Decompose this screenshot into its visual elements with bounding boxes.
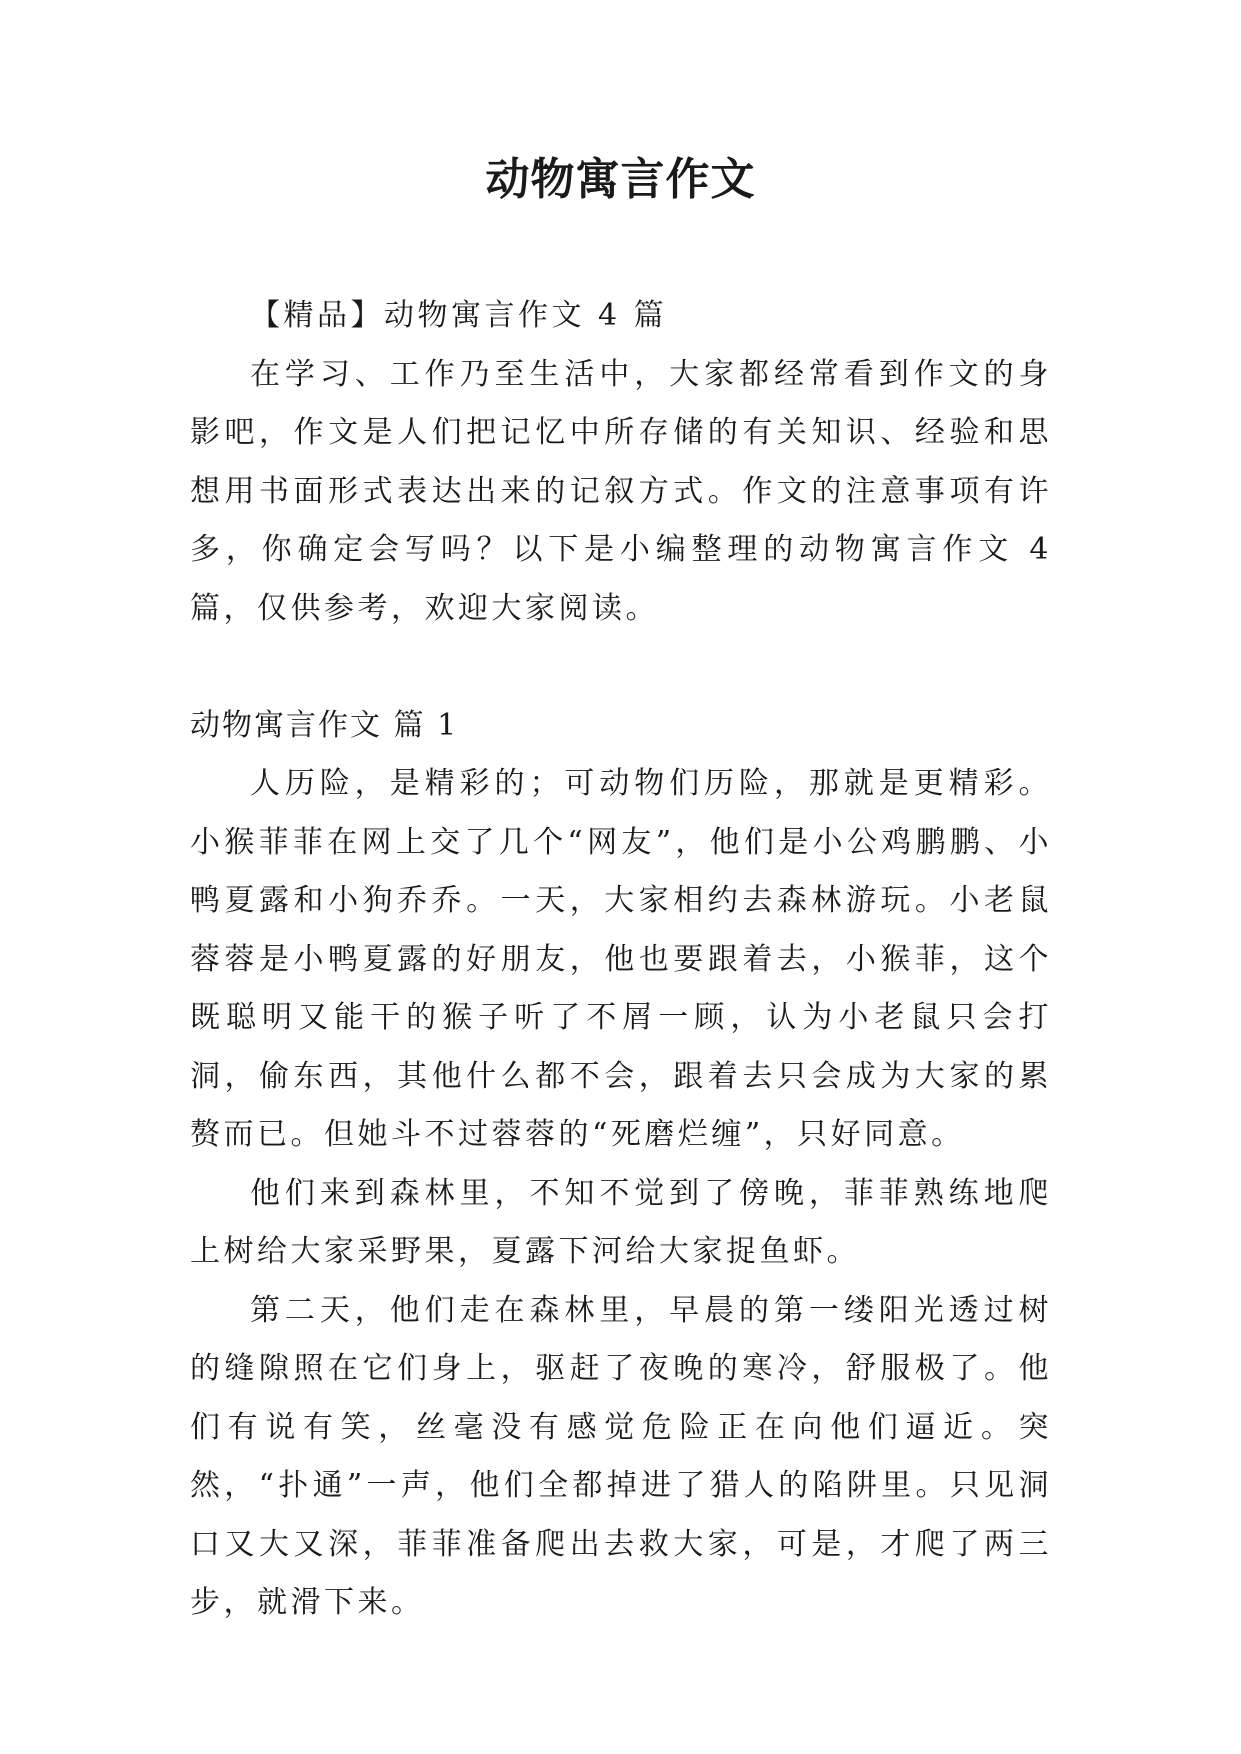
- body-paragraph-1: 人历险，是精彩的；可动物们历险，那就是更精彩。小猴菲菲在网上交了几个“网友”，他们是小公鸡鹏鹏、小鸭夏露和小狗乔乔。一天，大家相约去森林游玩。小老鼠蓉蓉是小鸭夏露的好朋友，他也要跟着去，小猴菲，这个既聪明又能干的猴子听了不屑一顾，认为小老鼠只会打洞，偷东西，其他什么都不会，跟着去只会成为大家的累赘而已。但她斗不过蓉蓉的“死磨烂缠”，只好同意。: [190, 766, 1052, 1152]
- intro-heading: 【精品】动物寓言作文 4 篇: [250, 298, 668, 333]
- body-paragraph-2: 他们来到森林里，不知不觉到了傍晚，菲菲熟练地爬上树给大家采野果，夏露下河给大家捉鱼虾。: [190, 1175, 1052, 1269]
- document-body: [190, 287, 1052, 1633]
- section-heading: 动物寓言作文 篇 1: [190, 707, 459, 743]
- intro-paragraph: 在学习、工作乃至生活中，大家都经常看到作文的身影吧，作文是人们把记忆中所存储的有关知识、经验和思想用书面形式表达出来的记叙方式。作文的注意事项有许多，你确定会写吗？以下是小编整理的动物寓言作文 4 篇，仅供参考，欢迎大家阅读。: [190, 356, 1052, 626]
- body-paragraph-3: 第二天，他们走在森林里，早晨的第一缕阳光透过树的缝隙照在它们身上，驱赶了夜晚的寒冷，舒服极了。他们有说有笑，丝毫没有感觉危险正在向他们逼近。突然，“扑通”一声，他们全都掉进了猎人的陷阱里。只见洞口又大又深，菲菲准备爬出去救大家，可是，才爬了两三步，就滑下来。: [190, 1292, 1052, 1620]
- document-title: 动物寓言作文: [485, 154, 756, 205]
